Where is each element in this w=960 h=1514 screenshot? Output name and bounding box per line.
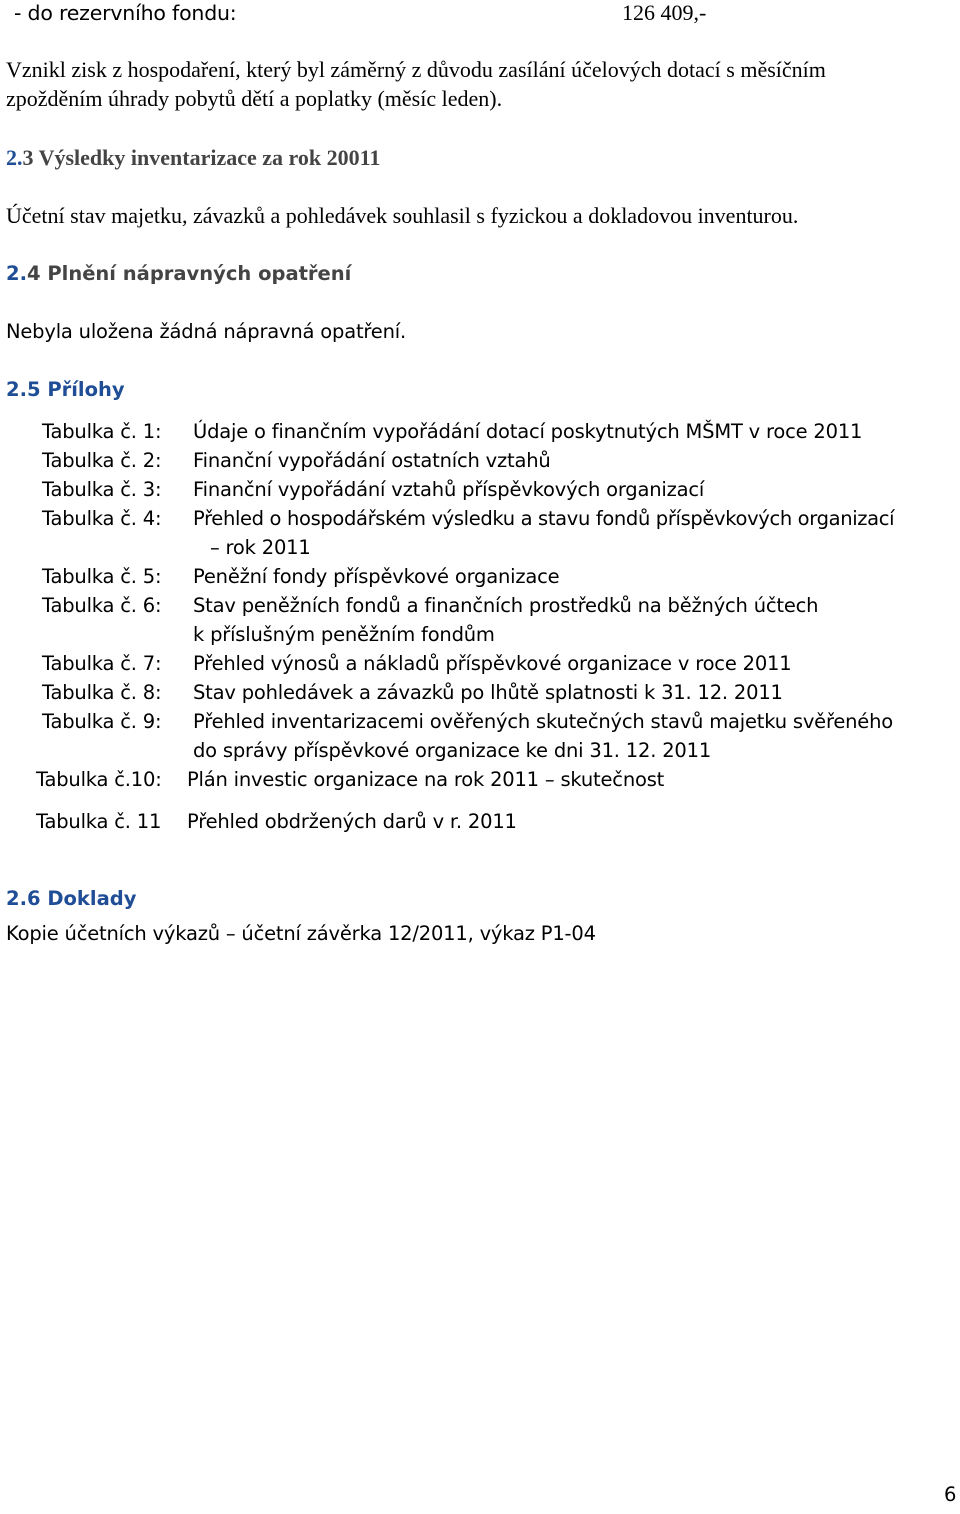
attachment-text: Přehled obdržených darů v r. 2011 <box>187 810 517 833</box>
section-number: 2. <box>6 378 27 401</box>
attachment-label: Tabulka č. 11 <box>36 810 162 833</box>
list-item <box>0 592 960 621</box>
attachment-label: Tabulka č. 6: <box>42 594 162 617</box>
attachment-label: Tabulka č. 2: <box>42 449 162 472</box>
attachment-label: Tabulka č. 7: <box>42 652 162 675</box>
attachment-text: Finanční vypořádání vztahů příspěvkových organizací <box>193 478 705 501</box>
attachment-text: Stav pohledávek a závazků po lhůtě splatnosti k 31. 12. 2011 <box>193 681 783 704</box>
list-item-continuation <box>0 534 960 563</box>
attachment-label: Tabulka č. 3: <box>42 478 162 501</box>
attachment-text: Plán investic organizace na rok 2011 – skutečnost <box>187 768 665 791</box>
attachment-text-cont: – rok 2011 <box>210 536 311 559</box>
reserve-amount: 126 409,- <box>622 0 707 25</box>
section-title: 6 Doklady <box>26 887 137 910</box>
list-item <box>0 418 960 447</box>
section-2-5-heading <box>6 376 125 404</box>
attachment-text: Přehled výnosů a nákladů příspěvkové organizace v roce 2011 <box>193 652 792 675</box>
attachment-text: Stav peněžních fondů a finančních prostředků na běžných účtech <box>193 594 819 617</box>
attachment-label: Tabulka č. 4: <box>42 507 162 530</box>
section-2-4-text: Nebyla uložena žádná nápravná opatření. <box>6 320 406 343</box>
list-item <box>0 679 960 708</box>
list-item <box>0 808 960 837</box>
list-item <box>0 476 960 505</box>
attachment-text: Finanční vypořádání ostatních vztahů <box>193 449 551 472</box>
list-item <box>0 766 960 795</box>
section-2-6-text: Kopie účetních výkazů – účetní závěrka 12/2011, výkaz P1-04 <box>6 922 596 945</box>
section-title: 4 Plnění nápravných opatření <box>26 262 352 285</box>
attachment-label: Tabulka č. 9: <box>42 710 162 733</box>
attachment-text-cont: k příslušným peněžním fondům <box>193 623 495 646</box>
attachment-text: Údaje o finančním vypořádání dotací poskytnutých MŠMT v roce 2011 <box>193 420 863 443</box>
attachment-label: Tabulka č. 8: <box>42 681 162 704</box>
attachment-label: Tabulka č. 1: <box>42 420 162 443</box>
list-item <box>0 505 960 534</box>
list-item <box>0 650 960 679</box>
attachment-text-cont: do správy příspěvkové organizace ke dni 31. 12. 2011 <box>193 739 712 762</box>
list-item-continuation <box>0 737 960 766</box>
profit-text-line2: zpožděním úhrady pobytů dětí a poplatky (měsíc leden). <box>6 86 503 111</box>
section-title: 5 Přílohy <box>26 378 125 401</box>
section-2-4-heading <box>6 260 351 288</box>
list-item-continuation <box>0 621 960 650</box>
list-item <box>0 708 960 737</box>
section-number: 2. <box>6 262 27 285</box>
attachment-text: Přehled inventarizacemi ověřených skutečných stavů majetku svěřeného <box>193 710 893 733</box>
reserve-label: - do rezervního fondu: <box>14 1 237 25</box>
profit-text-line1: Vznikl zisk z hospodaření, který byl záměrný z důvodu zasílání účelových dotací s měsíčním <box>6 57 826 82</box>
section-number: 2. <box>6 145 23 170</box>
list-item <box>0 447 960 476</box>
section-title: 3 Výsledky inventarizace za rok 20011 <box>22 145 381 170</box>
attachment-text: Přehled o hospodářském výsledku a stavu fondů příspěvkových organizací <box>193 507 895 530</box>
attachment-label: Tabulka č. 5: <box>42 565 162 588</box>
section-number: 2. <box>6 887 27 910</box>
section-2-3-heading <box>6 144 380 172</box>
section-2-6-heading <box>6 885 136 913</box>
list-item <box>0 563 960 592</box>
attachment-label: Tabulka č.10: <box>36 768 162 791</box>
section-2-3-text: Účetní stav majetku, závazků a pohledávek souhlasil s fyzickou a dokladovou inventurou. <box>6 203 799 228</box>
attachment-text: Peněžní fondy příspěvkové organizace <box>193 565 560 588</box>
page-number: 6 <box>944 1483 957 1506</box>
